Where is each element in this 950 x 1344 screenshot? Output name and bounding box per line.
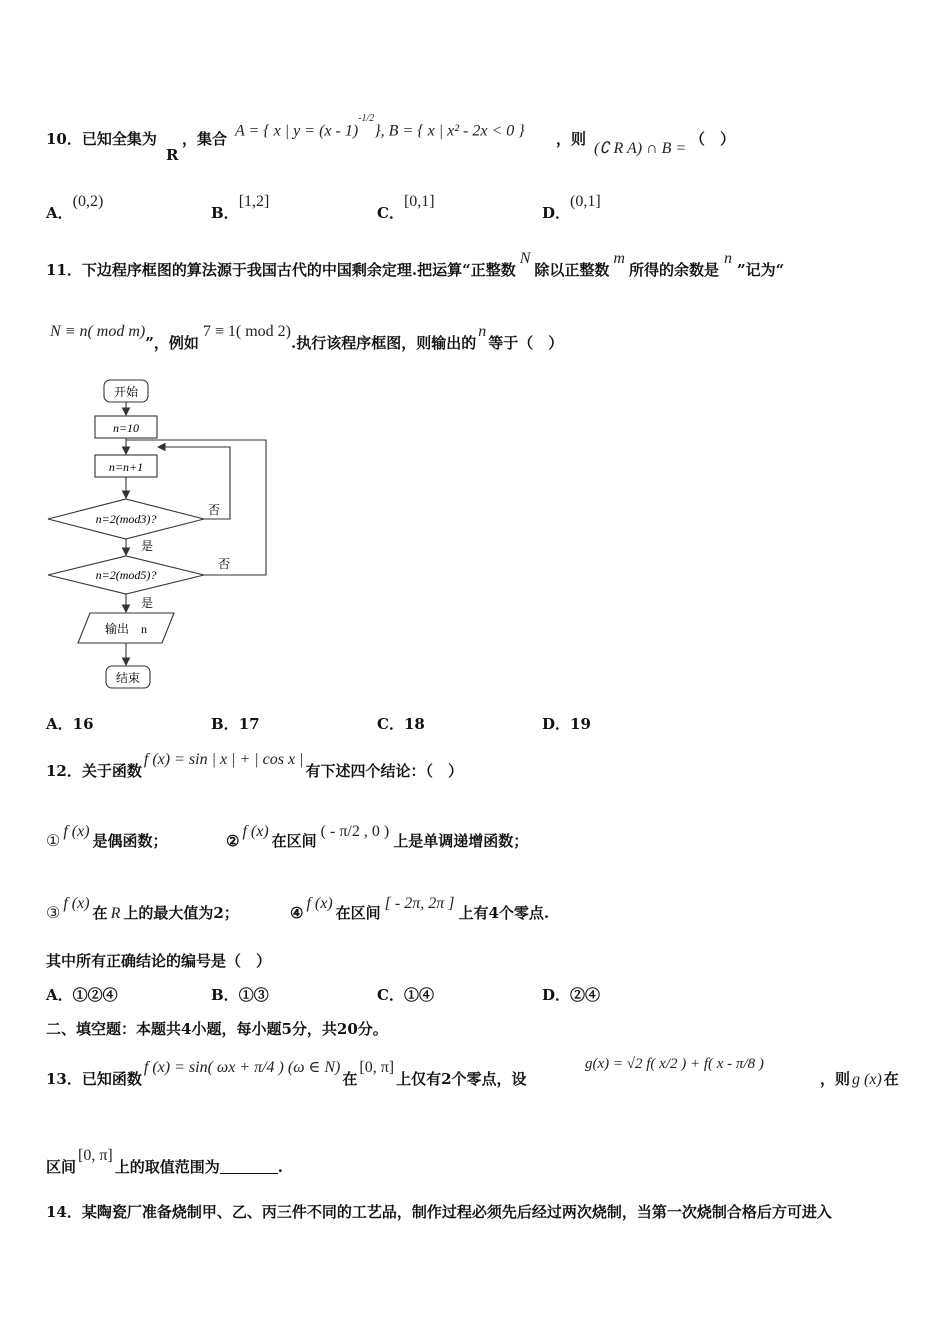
- flow-increment-label: n=n+1: [108, 460, 144, 474]
- q12-number: 12．: [46, 762, 82, 780]
- flow-yes-label-1: 是: [141, 539, 154, 553]
- flow-no-label-1: 否: [208, 503, 221, 517]
- flow-yes-label-2: 是: [141, 596, 154, 610]
- q12-statement-1: ①f (x)是偶函数；: [46, 823, 168, 850]
- q10-universal-set: R: [166, 146, 179, 164]
- q11-line-2: N ≡ n( mod m)”，例如7 ≡ 1( mod 2).执行该程序框图，则输出的n等于（ ）: [50, 323, 564, 352]
- q10-number: 10．: [46, 130, 82, 148]
- q12-interval-2: ( - π/2 , 0 ): [320, 823, 390, 840]
- q10-option-d[interactable]: D．(0,1]: [542, 193, 601, 222]
- q10-line: [46, 128, 157, 149]
- q12-statement-2: ②f (x)在区间( - π/2 , 0 )上是单调递增函数；: [226, 823, 529, 850]
- q10-text-1: 已知全集为: [81, 130, 157, 148]
- q13-interval: [0, π]: [359, 1059, 395, 1076]
- q10-text-2: ，集合: [182, 130, 228, 148]
- q11-var-n-upper: N: [519, 250, 531, 267]
- flow-loop-2: [126, 440, 266, 575]
- q10-set-a: A = { x | y = (x - 1)$^{-1/2}$}, B = { x | x² - 2x < 0 }: [235, 113, 525, 140]
- q14-text: 14．某陶瓷厂准备烧制甲、乙、丙三件不同的工艺品，制作过程必须先后经过两次烧制，当第一次烧制合格后方可进入: [46, 1203, 832, 1221]
- q12-line-1: 12．关于函数f (x) = sin | x | + | cos x |有下述四个结论：（ ）: [46, 751, 463, 780]
- q12-option-c[interactable]: C．①④: [377, 986, 434, 1004]
- q11-option-d[interactable]: D．19: [542, 715, 591, 733]
- q10-option-c[interactable]: C．[0,1]: [377, 193, 435, 222]
- q11-example: 7 ≡ 1( mod 2): [202, 323, 291, 340]
- q13-g-definition: g(x) = √2 f( x/2 ) + f( x - π/8 ): [585, 1056, 764, 1072]
- q12-statement-3: ③f (x)在 R 上的最大值为2；: [46, 895, 239, 922]
- flow-end-label: 结束: [115, 671, 141, 685]
- section-2-heading: 二、填空题：本题共4小题，每小题5分，共20分。: [46, 1020, 388, 1038]
- q13-interval-2: [0, π]: [78, 1147, 113, 1164]
- q10-exponent: -1/2: [358, 113, 375, 124]
- q11-flowchart: [44, 375, 284, 695]
- q13-answer-blank[interactable]: [220, 1161, 278, 1174]
- q12-interval-4: [ - 2π, 2π ]: [384, 895, 455, 912]
- q12-option-d[interactable]: D．②④: [542, 986, 601, 1004]
- q13-line-1: 13．已知函数f (x) = sin( ωx + π/4 ) (ω ∈ N)在[0, π]上仅有2个零点，设: [46, 1059, 527, 1088]
- q10-option-a[interactable]: A．(0,2): [46, 193, 104, 222]
- q12-option-b[interactable]: B．①③: [211, 986, 269, 1004]
- q13-line-1-end: ，则 g (x) 在: [820, 1070, 899, 1088]
- q11-line-1: 11．下边程序框图的算法源于我国古代的中国剩余定理.把运算“正整数N除以正整数m所得的余数是n”记为“: [46, 250, 785, 279]
- q12-option-a[interactable]: A．①②④: [46, 986, 118, 1004]
- flow-condition-1-label: n=2(mod3)?: [95, 512, 157, 526]
- q11-number: 11．: [46, 261, 82, 279]
- q11-var-m: m: [613, 250, 625, 267]
- q11-option-b[interactable]: B．17: [211, 715, 260, 733]
- q13-number: 13．: [46, 1070, 82, 1088]
- q10-option-b[interactable]: B．[1,2]: [211, 193, 270, 222]
- flow-condition-2-label: n=2(mod5)?: [95, 568, 157, 582]
- flow-output-label: 输出 n: [104, 622, 148, 636]
- q11-option-c[interactable]: C．18: [377, 715, 425, 733]
- q11-text-1: 下边程序框图的算法源于我国古代的中国剩余定理.把运算“正整数: [81, 261, 516, 279]
- q11-congruence: N ≡ n( mod m): [50, 323, 146, 340]
- flow-start-label: 开始: [113, 385, 139, 399]
- q10-text-3: ，则: [556, 130, 587, 148]
- q12-ask: 其中所有正确结论的编号是（ ）: [46, 952, 272, 970]
- q13-function: f (x) = sin( ωx + π/4 ) (ω ∈ N): [143, 1059, 341, 1076]
- q11-option-a[interactable]: A．16: [46, 715, 94, 733]
- flow-no-label-2: 否: [218, 557, 231, 571]
- q10-expression: (∁ R A) ∩ B =: [594, 140, 687, 157]
- q13-line-2: 区间[0, π]上的取值范围为 .: [46, 1147, 283, 1176]
- q12-statement-4: ④f (x)在区间[ - 2π, 2π ]上有4个零点.: [290, 895, 550, 922]
- q12-function: f (x) = sin | x | + | cos x |: [143, 751, 304, 768]
- q10-answer-paren: （ ）: [690, 130, 736, 148]
- flow-init-label: n=10: [112, 421, 140, 435]
- q11-var-n: n: [724, 250, 732, 267]
